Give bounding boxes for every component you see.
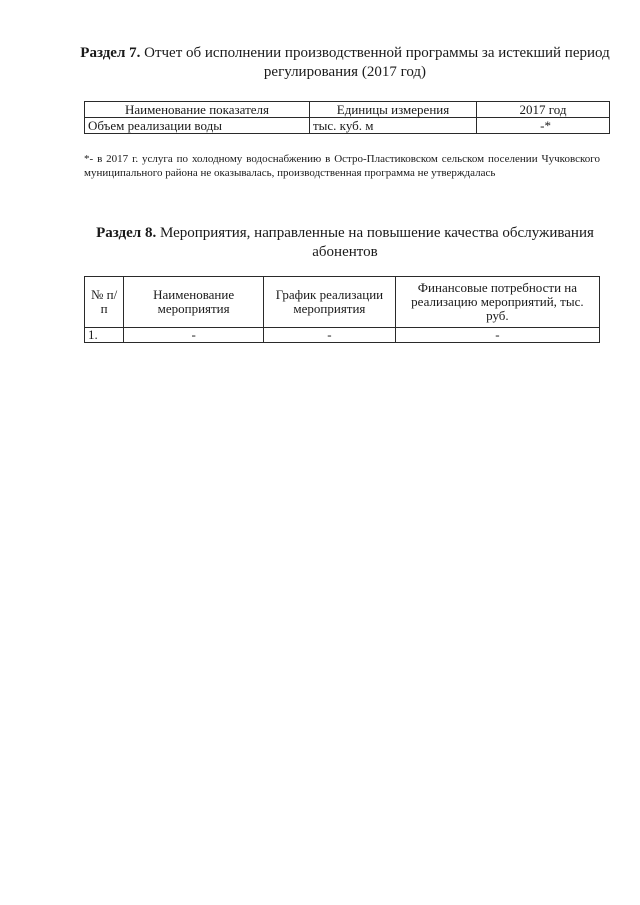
section-7-title: Отчет об исполнении производственной программы за истекший период регулирования (2017 год) [144, 45, 610, 80]
cell-schedule: - [264, 328, 396, 343]
section-7-heading [80, 44, 610, 82]
cell-units: тыс. куб. м [310, 118, 477, 134]
header-year: 2017 год [477, 102, 610, 118]
header-units: Единицы измерения [310, 102, 477, 118]
table-header-row [85, 102, 610, 118]
table-row [85, 328, 600, 343]
header-number: № п/п [85, 277, 124, 328]
cell-measure-name: - [124, 328, 264, 343]
cell-year-value: -* [477, 118, 610, 134]
header-schedule: График реализации мероприятия [264, 277, 396, 328]
section-8-label: Раздел 8. [96, 225, 157, 241]
section-7-label: Раздел 7. [80, 45, 141, 61]
section-7-table [84, 101, 610, 134]
table-header-row [85, 277, 600, 328]
section-8-table [84, 276, 600, 343]
section-8-heading [80, 224, 610, 262]
table-row [85, 118, 610, 134]
header-financial-needs: Финансовые потребности на реализацию мероприятий, тыс. руб. [395, 277, 599, 328]
cell-number: 1. [85, 328, 124, 343]
section-7-footnote: *- в 2017 г. услуга по холодному водоснабжению в Остро-Пластиковском сельском поселении Чучковского муниципального района не оказывалась, производственная программа не утверждалась [84, 153, 600, 179]
cell-indicator-name: Объем реализации воды [85, 118, 310, 134]
cell-financial-needs: - [395, 328, 599, 343]
section-8-title: Мероприятия, направленные на повышение качества обслуживания абонентов [159, 225, 594, 260]
header-indicator-name: Наименование показателя [85, 102, 310, 118]
header-measure-name: Наименование мероприятия [124, 277, 264, 328]
